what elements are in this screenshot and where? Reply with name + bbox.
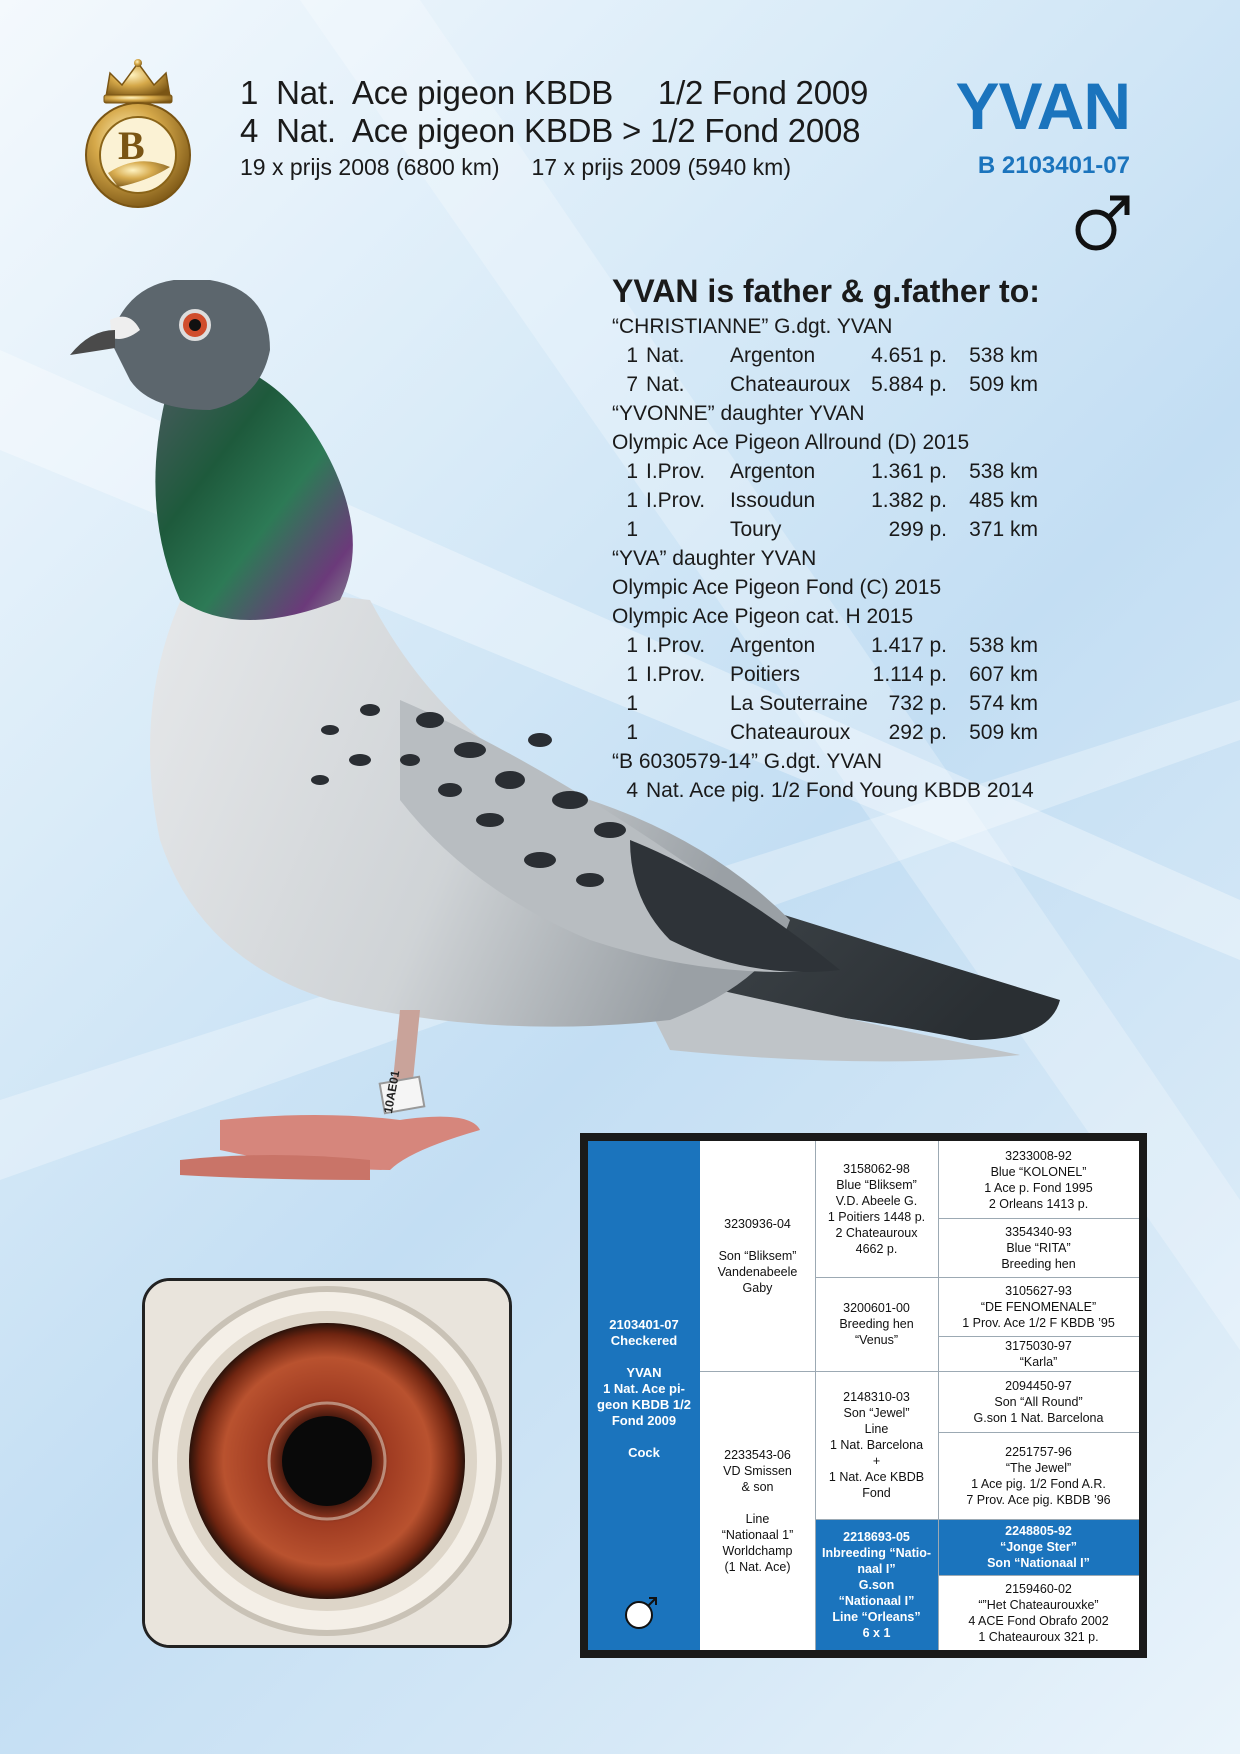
pedigree-ddd: 2159460-02 “”Het Chateaurouxke” 4 ACE Fond Obrafo 2002 1 Chateauroux 321 p. bbox=[968, 1581, 1109, 1644]
headline-block bbox=[240, 74, 880, 182]
result-row: 1 I.Prov. Argenton 1.361 p. 538 km bbox=[626, 460, 1038, 483]
pedigree-dsd: 2251757-96 “The Jewel” 1 Ace pig. 1/2 Fond A.R. 7 Prov. Ace pig. KBDB ’96 bbox=[966, 1444, 1111, 1507]
result-row: 1 I.Prov. Argenton 1.417 p. 538 km bbox=[626, 634, 1038, 657]
headline-line-1: 1 Nat. Ace pigeon KBDB 1/2 Fond 2009 bbox=[240, 74, 869, 111]
pedigree-dds: 2248805-92 “Jonge Ster” Son “Nationaal I” bbox=[938, 1519, 1139, 1575]
male-symbol-icon bbox=[624, 1596, 658, 1630]
result-row: 1 I.Prov. Issoudun 1.382 p. 485 km bbox=[626, 489, 1038, 512]
result-row: 4 Nat. Ace pig. 1/2 Fond Young KBDB 2014 bbox=[626, 779, 1034, 802]
group-heading: “B 6030579-14” G.dgt. YVAN bbox=[612, 750, 883, 773]
pedigree-subject: 2103401-07 Checkered YVAN 1 Nat. Ace pi- geon KBDB 1/2 Fond 2009 Cock bbox=[588, 1141, 700, 1650]
subject-color: Checkered bbox=[610, 1333, 678, 1348]
pigeon-name: YVAN bbox=[955, 69, 1130, 143]
group-heading: “CHRISTIANNE” G.dgt. YVAN bbox=[612, 315, 893, 338]
subject-ring: 2103401-07 bbox=[609, 1317, 679, 1332]
pedigree-sss: 3233008-92 Blue “KOLONEL” 1 Ace p. Fond 1995 2 Orleans 1413 p. bbox=[984, 1148, 1093, 1211]
offspring-title: YVAN is father & g.father to: bbox=[612, 273, 1040, 309]
result-row: 1 Nat. Argenton 4.651 p. 538 km bbox=[626, 344, 1038, 367]
pedigree-sdd: 3175030-97 “Karla” bbox=[1005, 1338, 1072, 1369]
pedigree-dd: 2218693-05 Inbreeding “Natio- naal I” G.son “Nationaal I” Line “Orleans” 6 x 1 bbox=[815, 1519, 938, 1650]
result-row: 1 La Souterraine 732 p. 574 km bbox=[626, 692, 1038, 715]
pedigree-dam: 2233543-06 VD Smissen & son Line “Nationaal 1” Worldchamp (1 Nat. Ace) bbox=[721, 1447, 794, 1574]
ring-number: B 2103401-07 bbox=[977, 152, 1130, 179]
male-symbol-icon bbox=[1072, 192, 1132, 254]
result-row: 7 Nat. Chateauroux 5.884 p. 509 km bbox=[626, 373, 1038, 396]
pedigree-divider bbox=[938, 1218, 1139, 1219]
group-heading: “YVONNE” daughter YVAN bbox=[612, 402, 865, 425]
pigeon-eye-closeup bbox=[145, 1281, 509, 1645]
pedigree-divider bbox=[700, 1371, 1139, 1372]
group-title-line: Olympic Ace Pigeon cat. H 2015 bbox=[612, 605, 914, 628]
group-heading: “YVA” daughter YVAN bbox=[612, 547, 817, 570]
subject-sex: Cock bbox=[628, 1445, 660, 1460]
offspring-results bbox=[612, 270, 1132, 805]
headline-line-2: 4 Nat. Ace pigeon KBDB > 1/2 Fond 2008 bbox=[240, 112, 861, 149]
pedigree-chart bbox=[580, 1133, 1147, 1658]
pedigree-divider bbox=[938, 1575, 1139, 1576]
headline-line-3: 19 x prijs 2008 (6800 km) 17 x prijs 2009 (5940 km) bbox=[240, 154, 791, 180]
group-title-line: Olympic Ace Pigeon Fond (C) 2015 bbox=[612, 576, 942, 599]
subject-name: YVAN bbox=[626, 1365, 662, 1380]
pedigree-ssd: 3354340-93 Blue “RITA” Breeding hen bbox=[1001, 1224, 1076, 1271]
eye-closeup-frame bbox=[142, 1278, 512, 1648]
pedigree-divider bbox=[815, 1519, 1139, 1520]
logo-letter: B bbox=[118, 123, 145, 168]
pedigree-dss: 2094450-97 Son “All Round” G.son 1 Nat. Barcelona bbox=[973, 1378, 1104, 1425]
result-row: 1 I.Prov. Poitiers 1.114 p. 607 km bbox=[626, 663, 1038, 686]
pedigree-divider bbox=[815, 1277, 1139, 1278]
group-title-line: Olympic Ace Pigeon Allround (D) 2015 bbox=[612, 431, 970, 454]
leg-ring-number: 10AE01 bbox=[381, 1069, 403, 1115]
pedigree-sds: 3105627-93 “DE FENOMENALE” 1 Prov. Ace 1/2 F KBDB ’95 bbox=[962, 1283, 1115, 1330]
result-row: 1 Chateauroux 292 p. 509 km bbox=[626, 721, 1038, 744]
pedigree-ss: 3158062-98 Blue “Bliksem” V.D. Abeele G. 1 Poitiers 1448 p. 2 Chateauroux 4662 p. bbox=[827, 1162, 926, 1256]
pedigree-ds: 2148310-03 Son “Jewel” Line 1 Nat. Barcelona + 1 Nat. Ace KBDB Fond bbox=[828, 1390, 925, 1500]
pedigree-sd: 3200601-00 Breeding hen “Venus” bbox=[839, 1301, 914, 1347]
pedigree-sire: 3230936-04 Son “Bliksem” Vandenabeele Gaby bbox=[717, 1217, 798, 1295]
result-row: 1 Toury 299 p. 371 km bbox=[626, 518, 1038, 541]
pedigree-divider bbox=[938, 1432, 1139, 1433]
pedigree-divider bbox=[815, 1141, 816, 1650]
pedigree-divider bbox=[938, 1336, 1139, 1337]
